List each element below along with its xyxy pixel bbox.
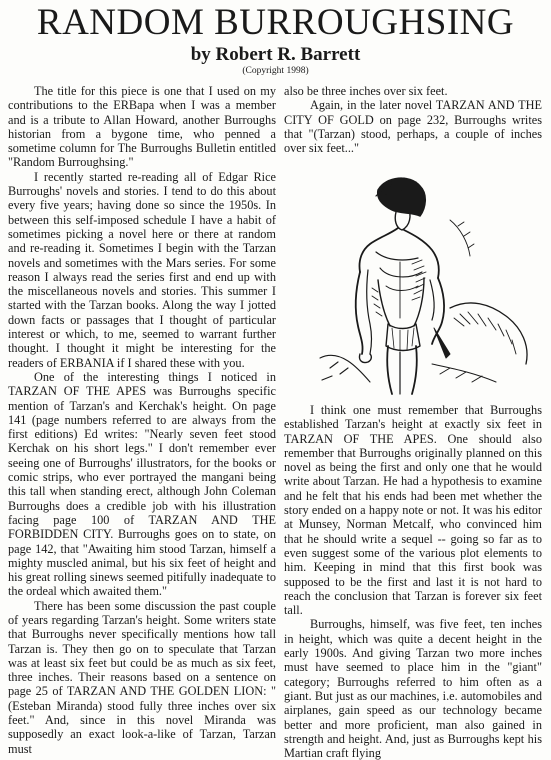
right-column-top bbox=[284, 84, 542, 155]
article-byline: by Robert R. Barrett bbox=[190, 44, 361, 65]
paragraph: also be three inches over six feet. bbox=[284, 84, 448, 98]
tarzan-sketch-icon bbox=[300, 168, 540, 398]
copyright-notice: (Copyright 1998) bbox=[242, 66, 309, 76]
paragraph: I recently started re-reading all of Edgar Rice Burroughs' novels and stories. I tend to do this about every five years; having done so since the 1950s. In between this self-imposed schedule I have a habit of sometimes picking a novel here or there at random and re-reading it. Sometimes I begin with the Tarzan novels and sometimes with the Mars series. For some reason I always read the series first and end up with the miscellaneous novels and stories. This summer I started with the Tarzan books. Along the way I jotted down facts or passages that I thought of particular interest or which, to me, seemed to warrant further thought. I thought it might be interesting for the readers of ERBANIA if I shared these with you. bbox=[8, 169, 276, 370]
left-column bbox=[8, 84, 276, 756]
right-column-bottom bbox=[284, 403, 542, 760]
paragraph: One of the interesting things I noticed in TARZAN OF THE APES was Burroughs specific mention of Tarzan's and Kerchak's height. On page 141 (page numbers referred to are always from the first editions) Ed writes: "Nearly seven feet stood Kerchak on his short legs." I don't remember ever seeing one of Burroughs' illustrators, for the books or comic strips, who ever portrayed the mangani being this tall when standing erect, although John Coleman Burroughs does a credible job with his illustration facing page 100 of TARZAN AND THE FORBIDDEN CITY. Burroughs goes on to state, on page 142, that "Awaiting him stood Tarzan, himself a mighty muscled animal, but his six feet of height and his great rolling sinews seemed pitifully inadequate to the ordeal which awaited them." bbox=[8, 369, 276, 599]
article-title: RANDOM BURROUGHSING bbox=[36, 2, 515, 43]
paragraph: The title for this piece is one that I used on my contributions to the ERBapa when I was a member and is a tribute to Allan Howard, another Burroughs historian from a bygone time, who penned a sometime column for The Burroughs Bulletin entitled "Random Burroughsing." bbox=[8, 84, 276, 170]
paragraph: Again, in the later novel TARZAN AND THE CITY OF GOLD on page 232, Burroughs writes that "(Tarzan) stood, perhaps, a couple of inches over six feet..." bbox=[284, 98, 542, 156]
paragraph: Burroughs, himself, was five feet, ten inches in height, which was quite a decent height in the early 1900s. And giving Tarzan two more inches must have seemed to place him in the "giant" category; Burroughs referred to him often as a giant. But just as our machines, i.e. automobiles and airplanes, gain speed as our technology became better and more proficient, man also gained in strength and height. And, just as Burroughs kept his Martian craft flying bbox=[284, 617, 542, 760]
paragraph: There has been some discussion the past couple of years regarding Tarzan's height. Some writers state that Burroughs never specifically mentions how tall Tarzan is. They then go on to speculate that Tarzan was at least six feet but could be as much as six feet, three inches. Their reasons based on a sentence on page 25 of TARZAN AND THE GOLDEN LION: "(Esteban Miranda) stood fully three inches over six feet." And, since in this novel Miranda was supposedly an exact look-a-like of Tarzan, Tarzan must bbox=[8, 598, 276, 756]
paragraph: I think one must remember that Burroughs established Tarzan's height at exactly six feet in TARZAN OF THE APES. One should also remember that Burroughs originally planned on this novel as being the first and only one that he would write about Tarzan. He had a hypothesis to examine and he felt that his ends had been met whether the story ended on a happy note or not. It was his editor at Munsey, Norman Metcalf, who convinced him that he should write a sequel -- going so far as to even suggest some of the various plot elements to him. Keeping in mind that this first book was supposed to be the first and last it is not hard to reach the conclusion that Tarzan is forever six feet tall. bbox=[284, 403, 542, 618]
tarzan-sketch-drawing bbox=[300, 168, 540, 398]
